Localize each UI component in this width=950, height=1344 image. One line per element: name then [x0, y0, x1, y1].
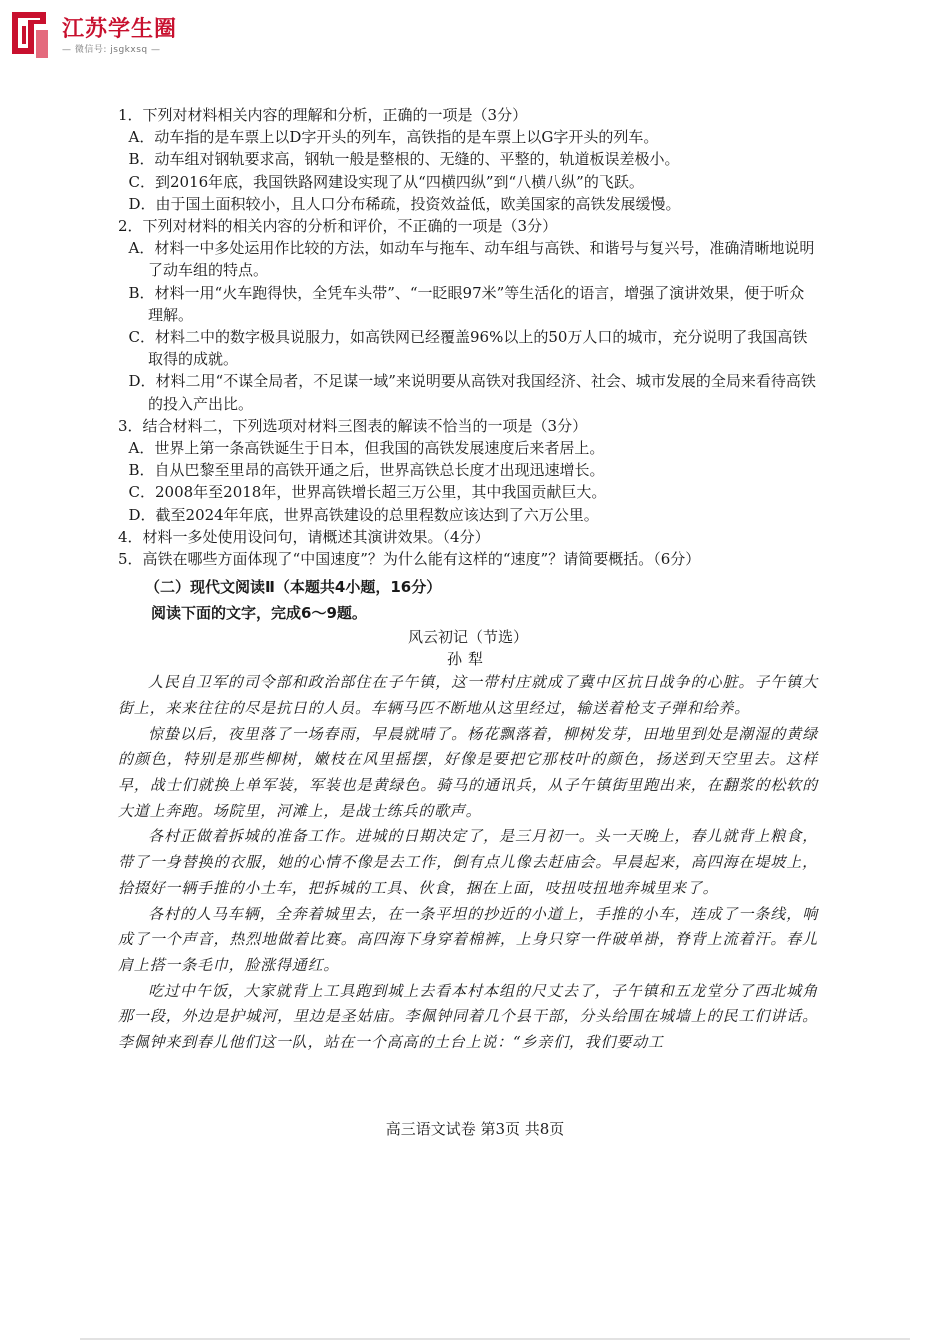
question-stem: 3．结合材料二，下列选项对材料三图表的解读不恰当的一项是（3分） [118, 416, 588, 435]
question-5: 5．高铁在哪些方面体现了“中国速度”？为什么能有这样的“速度”？请简要概括。（6分） [118, 550, 701, 569]
option-d: D．截至2024年年底，世界高铁建设的总里程数应该达到了六万公里。 [128, 505, 599, 524]
passage-paragraph: 各村正做着拆城的准备工作。进城的日期决定了，是三月初一。头一天晚上，春儿就背上粮食，带了一身替换的衣服，她的心情不像是去工作，倒有点儿像去赶庙会。早晨起来，高四海在堤坡上，拾掇好一辆手推的小土车，把拆城的工具、伙食，捆在上面，吱扭吱扭地奔城里来了。 [118, 827, 818, 897]
section-instruction: 阅读下面的文字，完成6～9题。 [151, 604, 367, 623]
option-c: C．2008年至2018年，世界高铁增长超三万公里，其中我国贡献巨大。 [128, 483, 607, 502]
option-a: A．世界上第一条高铁诞生于日本，但我国的高铁发展速度后来者居上。 [128, 439, 605, 458]
logo-subtitle: — 微信号: jsgkxsq — [62, 45, 161, 55]
option-a: A．材料一中多处运用作比较的方法，如动车与拖车、动车组与高铁、和谐号与复兴号，准确清晰地说明了动车组的特点。 [128, 239, 815, 280]
page-bottom-divider [80, 1338, 910, 1340]
passage-paragraph: 惊蛰以后，夜里落了一场春雨，早晨就晴了。杨花飘落着，柳树发芽，田地里到处是潮湿的黄绿的颜色，特别是那些柳树，嫩枝在风里摇摆，好像是要把它那枝叶的颜色，扬送到天空里去。这样早，战士们就换上单军装，军装也是黄绿色。骑马的通讯兵，从子午镇街里跑出来，在翻浆的松软的大道上奔跑。场院里，河滩上，是战士练兵的歌声。 [118, 724, 818, 820]
option-b: B．材料一用“火车跑得快，全凭车头带”、“一眨眼97米”等生活化的语言，增强了演讲效果，便于听众理解。 [128, 283, 805, 324]
passage-title: 风云初记（节选） [407, 628, 528, 647]
passage-author: 孙犁 [446, 650, 489, 669]
option-b: B．自从巴黎至里昂的高铁开通之后，世界高铁总长度才出现迅速增长。 [128, 461, 605, 480]
option-b: B．动车组对钢轨要求高，钢轨一般是整根的、无缝的、平整的，轨道板误差极小。 [128, 150, 680, 169]
passage-paragraph: 人民自卫军的司令部和政治部住在子午镇，这一带村庄就成了冀中区抗日战争的心脏。子午镇大街上，来来往往的尽是抗日的人员。车辆马匹不断地从这里经过，输送着枪支子弹和给养。 [118, 673, 818, 717]
question-4: 4．材料一多处使用设问句，请概述其演讲效果。（4分） [118, 527, 490, 546]
question-stem: 2．下列对材料的相关内容的分析和评价，不正确的一项是（3分） [118, 217, 558, 236]
passage-paragraph: 各村的人马车辆，全奔着城里去，在一条平坦的抄近的小道上，手推的小车，连成了一条线，响成了一个声音，热烈地做着比赛。高四海下身穿着棉裤，上身只穿一件破单褂，脊背上流着汗。春儿肩上搭一条毛巾，脸涨得通红。 [118, 904, 818, 974]
question-3 [118, 415, 818, 526]
site-logo [6, 8, 206, 64]
option-d: D．由于国土面积较小，且人口分布稀疏，投资效益低，欧美国家的高铁发展缓慢。 [128, 194, 681, 213]
question-2 [118, 215, 818, 415]
option-a: A．动车指的是车票上以D字开头的列车，高铁指的是车票上以G字开头的列车。 [128, 128, 659, 147]
question-stem: 1．下列对材料相关内容的理解和分析，正确的一项是（3分） [118, 106, 528, 124]
passage-paragraph: 吃过中午饭，大家就背上工具跑到城上去看本村本组的尺丈去了，子午镇和五龙堂分了西北城角那一段，外边是护城河，里边是圣姑庙。李佩钟同着几个县干部，分头给围在城墙上的民工们讲话。李佩钟来到春儿他们这一队，站在一个高高的土台上说：“乡亲们，我们要动工 [118, 981, 818, 1052]
section-heading: （二）现代文阅读Ⅱ（本题共4小题，16分） [145, 578, 442, 597]
option-d: D．材料二用“不谋全局者，不足谋一域”来说明要从高铁对我国经济、社会、城市发展的全局来看待高铁的投入产出比。 [128, 372, 816, 413]
logo-emblem-icon [6, 8, 52, 60]
option-c: C．到2016年底，我国铁路网建设实现了从“四横四纵”到“八横八纵”的飞跃。 [128, 172, 644, 191]
exam-content [118, 104, 818, 1056]
question-1 [118, 104, 818, 215]
option-c: C．材料二中的数字极具说服力，如高铁网已经覆盖96%以上的50万人口的城市，充分说明了我国高铁取得的成就。 [128, 328, 808, 369]
logo-title: 江苏学生圈 [62, 17, 178, 42]
page-footer: 高三语文试卷 第3页 共8页 [385, 1120, 565, 1138]
